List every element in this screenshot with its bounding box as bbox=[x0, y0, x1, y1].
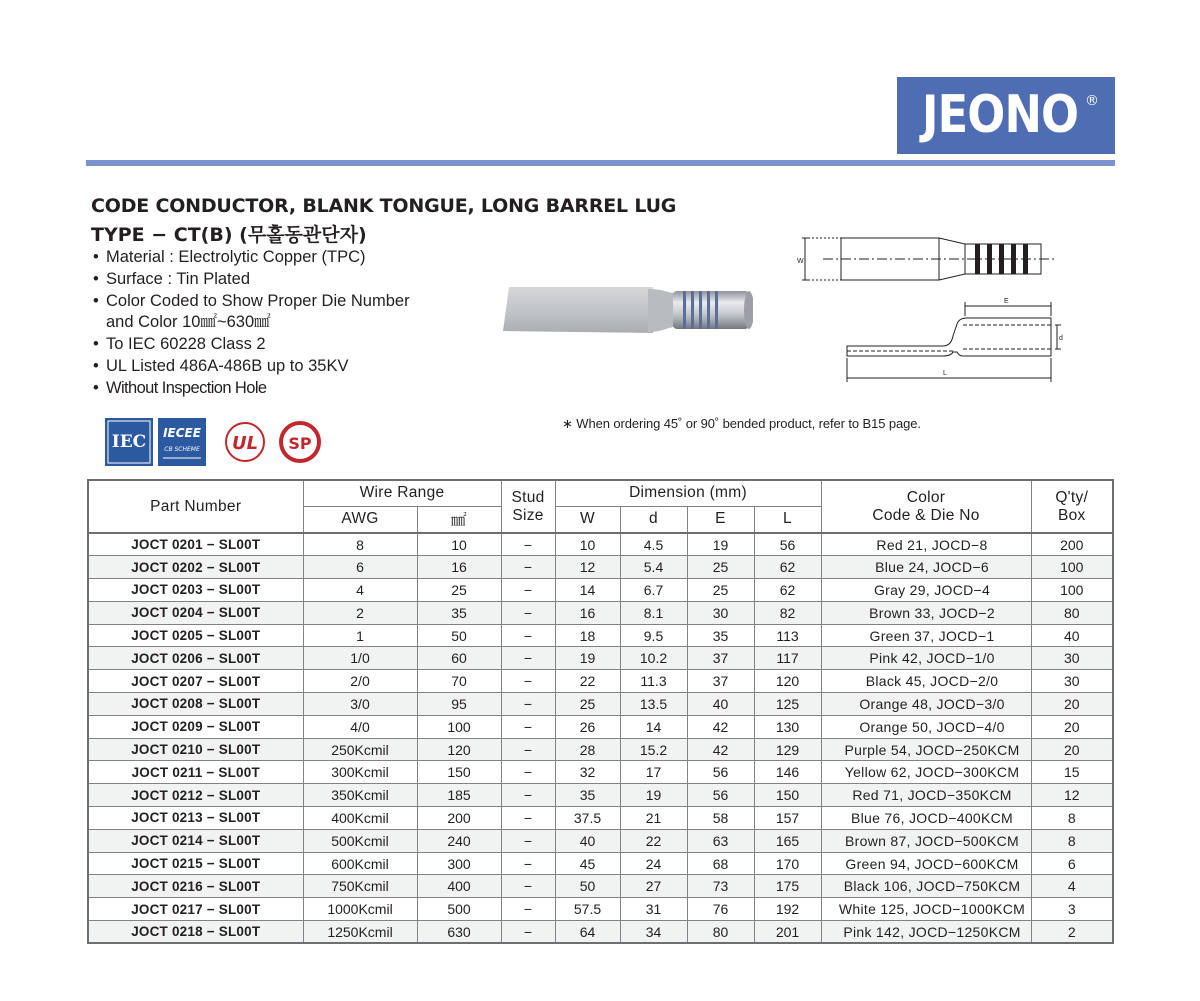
w-cell: 40 bbox=[555, 829, 620, 852]
e-cell: 42 bbox=[687, 715, 754, 738]
l-cell: 157 bbox=[754, 807, 821, 830]
mm2-cell: 25 bbox=[417, 579, 501, 602]
color-code-cell: Brown 33, JOCD−2 bbox=[821, 601, 1031, 624]
color-code-cell: Blue 76, JOCD−400KCM bbox=[821, 807, 1031, 830]
dim-label-d: d bbox=[1059, 335, 1063, 342]
csa-logo bbox=[281, 423, 319, 461]
table-row bbox=[88, 579, 1113, 602]
stud-cell: − bbox=[501, 647, 555, 670]
table-row bbox=[88, 715, 1113, 738]
qty-cell: 20 bbox=[1031, 715, 1113, 738]
qty-cell: 8 bbox=[1031, 807, 1113, 830]
part-number-cell: JOCT 0217 − SL00T bbox=[88, 898, 303, 921]
qty-cell: 6 bbox=[1031, 852, 1113, 875]
awg-cell: 2 bbox=[303, 601, 417, 624]
feature-item: • Surface : Tin Plated bbox=[93, 269, 493, 291]
awg-cell: 4/0 bbox=[303, 715, 417, 738]
awg-cell: 600Kcmil bbox=[303, 852, 417, 875]
d-cell: 27 bbox=[620, 875, 687, 898]
color-code-cell: Gray 29, JOCD−4 bbox=[821, 579, 1031, 602]
svg-text:IEC: IEC bbox=[111, 432, 147, 452]
mm2-cell: 240 bbox=[417, 829, 501, 852]
iecee-logo bbox=[158, 418, 206, 466]
mm2-cell: 50 bbox=[417, 624, 501, 647]
d-cell: 13.5 bbox=[620, 693, 687, 716]
ordering-note: ∗ When ordering 45˚ or 90˚ bended product, refer to B15 page. bbox=[562, 416, 921, 431]
l-cell: 150 bbox=[754, 784, 821, 807]
header-qty-box bbox=[1031, 480, 1113, 533]
awg-cell: 1/0 bbox=[303, 647, 417, 670]
brand-logo bbox=[897, 77, 1115, 154]
qty-cell: 40 bbox=[1031, 624, 1113, 647]
color-code-cell: Pink 42, JOCD−1/0 bbox=[821, 647, 1031, 670]
stud-cell: − bbox=[501, 601, 555, 624]
e-cell: 40 bbox=[687, 693, 754, 716]
e-cell: 76 bbox=[687, 898, 754, 921]
awg-cell: 750Kcmil bbox=[303, 875, 417, 898]
part-number-cell: JOCT 0214 − SL00T bbox=[88, 829, 303, 852]
stud-cell: − bbox=[501, 738, 555, 761]
stud-cell: − bbox=[501, 852, 555, 875]
mm2-cell: 400 bbox=[417, 875, 501, 898]
mm2-cell: 500 bbox=[417, 898, 501, 921]
d-cell: 31 bbox=[620, 898, 687, 921]
part-number-cell: JOCT 0210 − SL00T bbox=[88, 738, 303, 761]
awg-cell: 350Kcmil bbox=[303, 784, 417, 807]
drawing-color-bands bbox=[975, 244, 1028, 274]
w-cell: 18 bbox=[555, 624, 620, 647]
stud-cell: − bbox=[501, 875, 555, 898]
header-wire-range: Wire Range bbox=[303, 480, 501, 506]
qty-cell: 200 bbox=[1031, 533, 1113, 556]
stud-cell: − bbox=[501, 670, 555, 693]
d-cell: 24 bbox=[620, 852, 687, 875]
e-cell: 42 bbox=[687, 738, 754, 761]
w-cell: 64 bbox=[555, 921, 620, 944]
l-cell: 170 bbox=[754, 852, 821, 875]
e-cell: 63 bbox=[687, 829, 754, 852]
awg-cell: 300Kcmil bbox=[303, 761, 417, 784]
l-cell: 120 bbox=[754, 670, 821, 693]
table-row bbox=[88, 875, 1113, 898]
mm2-cell: 150 bbox=[417, 761, 501, 784]
color-code-cell: Red 71, JOCD−350KCM bbox=[821, 784, 1031, 807]
l-cell: 62 bbox=[754, 556, 821, 579]
spec-table-body bbox=[88, 533, 1113, 943]
color-code-cell: Yellow 62, JOCD−300KCM bbox=[821, 761, 1031, 784]
part-number-cell: JOCT 0209 − SL00T bbox=[88, 715, 303, 738]
mm2-cell: 120 bbox=[417, 738, 501, 761]
w-cell: 57.5 bbox=[555, 898, 620, 921]
qty-cell: 4 bbox=[1031, 875, 1113, 898]
registered-mark: ® bbox=[1085, 93, 1099, 109]
d-cell: 15.2 bbox=[620, 738, 687, 761]
table-row bbox=[88, 738, 1113, 761]
stud-cell: − bbox=[501, 898, 555, 921]
mm2-cell: 185 bbox=[417, 784, 501, 807]
w-cell: 10 bbox=[555, 533, 620, 556]
d-cell: 11.3 bbox=[620, 670, 687, 693]
w-cell: 12 bbox=[555, 556, 620, 579]
l-cell: 82 bbox=[754, 601, 821, 624]
mm2-cell: 100 bbox=[417, 715, 501, 738]
header-color-line2: Code & Die No bbox=[872, 506, 980, 524]
stud-cell: − bbox=[501, 715, 555, 738]
dim-label-e: E bbox=[1004, 298, 1009, 305]
header-color-code bbox=[821, 480, 1031, 533]
qty-cell: 80 bbox=[1031, 601, 1113, 624]
part-number-cell: JOCT 0202 − SL00T bbox=[88, 556, 303, 579]
color-code-cell: Black 45, JOCD−2/0 bbox=[821, 670, 1031, 693]
color-code-cell: Purple 54, JOCD−250KCM bbox=[821, 738, 1031, 761]
e-cell: 58 bbox=[687, 807, 754, 830]
part-number-cell: JOCT 0208 − SL00T bbox=[88, 693, 303, 716]
e-cell: 25 bbox=[687, 579, 754, 602]
w-cell: 45 bbox=[555, 852, 620, 875]
w-cell: 14 bbox=[555, 579, 620, 602]
l-cell: 165 bbox=[754, 829, 821, 852]
color-code-cell: Green 94, JOCD−600KCM bbox=[821, 852, 1031, 875]
feature-item: • Without Inspection Hole bbox=[93, 378, 493, 400]
stud-cell: − bbox=[501, 784, 555, 807]
d-cell: 6.7 bbox=[620, 579, 687, 602]
qty-cell: 20 bbox=[1031, 738, 1113, 761]
qty-cell: 8 bbox=[1031, 829, 1113, 852]
header-w: W bbox=[555, 506, 620, 533]
mm2-cell: 200 bbox=[417, 807, 501, 830]
d-cell: 21 bbox=[620, 807, 687, 830]
awg-cell: 4 bbox=[303, 579, 417, 602]
table-row bbox=[88, 533, 1113, 556]
table-row bbox=[88, 647, 1113, 670]
d-cell: 17 bbox=[620, 761, 687, 784]
d-cell: 9.5 bbox=[620, 624, 687, 647]
feature-item: • To IEC 60228 Class 2 bbox=[93, 334, 493, 356]
feature-list bbox=[93, 247, 493, 400]
mm2-cell: 16 bbox=[417, 556, 501, 579]
table-row bbox=[88, 852, 1113, 875]
qty-cell: 100 bbox=[1031, 556, 1113, 579]
table-row bbox=[88, 556, 1113, 579]
technical-drawing bbox=[793, 228, 1063, 388]
l-cell: 192 bbox=[754, 898, 821, 921]
awg-cell: 250Kcmil bbox=[303, 738, 417, 761]
header-d: d bbox=[620, 506, 687, 533]
ul-logo bbox=[226, 423, 264, 461]
qty-cell: 30 bbox=[1031, 670, 1113, 693]
table-row bbox=[88, 921, 1113, 944]
stud-cell: − bbox=[501, 921, 555, 944]
d-cell: 4.5 bbox=[620, 533, 687, 556]
svg-text:IECEE: IECEE bbox=[163, 426, 201, 440]
mm2-cell: 95 bbox=[417, 693, 501, 716]
awg-cell: 500Kcmil bbox=[303, 829, 417, 852]
mm2-cell: 35 bbox=[417, 601, 501, 624]
header-qty-line2: Box bbox=[1057, 506, 1086, 524]
header-mm2: ㎟ bbox=[417, 506, 501, 533]
w-cell: 35 bbox=[555, 784, 620, 807]
spec-table bbox=[87, 479, 1114, 944]
l-cell: 117 bbox=[754, 647, 821, 670]
stud-cell: − bbox=[501, 807, 555, 830]
color-code-cell: Brown 87, JOCD−500KCM bbox=[821, 829, 1031, 852]
w-cell: 28 bbox=[555, 738, 620, 761]
stud-cell: − bbox=[501, 693, 555, 716]
part-number-cell: JOCT 0204 − SL00T bbox=[88, 601, 303, 624]
awg-cell: 3/0 bbox=[303, 693, 417, 716]
mm2-cell: 10 bbox=[417, 533, 501, 556]
l-cell: 113 bbox=[754, 624, 821, 647]
header-stud-line2: Size bbox=[512, 506, 544, 524]
part-number-cell: JOCT 0211 − SL00T bbox=[88, 761, 303, 784]
stud-cell: − bbox=[501, 829, 555, 852]
e-cell: 37 bbox=[687, 647, 754, 670]
mm2-cell: 300 bbox=[417, 852, 501, 875]
w-cell: 26 bbox=[555, 715, 620, 738]
header-stud-line1: Stud bbox=[511, 488, 545, 506]
awg-cell: 8 bbox=[303, 533, 417, 556]
header-rule bbox=[86, 160, 1115, 166]
table-row bbox=[88, 784, 1113, 807]
table-row bbox=[88, 829, 1113, 852]
l-cell: 130 bbox=[754, 715, 821, 738]
d-cell: 34 bbox=[620, 921, 687, 944]
product-title: CODE CONDUCTOR, BLANK TONGUE, LONG BARREL LUG bbox=[91, 195, 677, 217]
stud-cell: − bbox=[501, 579, 555, 602]
awg-cell: 1 bbox=[303, 624, 417, 647]
d-cell: 5.4 bbox=[620, 556, 687, 579]
qty-cell: 20 bbox=[1031, 693, 1113, 716]
awg-cell: 400Kcmil bbox=[303, 807, 417, 830]
w-cell: 19 bbox=[555, 647, 620, 670]
e-cell: 56 bbox=[687, 761, 754, 784]
l-cell: 201 bbox=[754, 921, 821, 944]
header-awg: AWG bbox=[303, 506, 417, 533]
qty-cell: 12 bbox=[1031, 784, 1113, 807]
qty-cell: 3 bbox=[1031, 898, 1113, 921]
d-cell: 19 bbox=[620, 784, 687, 807]
table-row bbox=[88, 601, 1113, 624]
color-code-cell: Green 37, JOCD−1 bbox=[821, 624, 1031, 647]
product-type: TYPE − CT(B) (무홀동관단자) bbox=[91, 224, 367, 246]
brand-name: JEONO bbox=[921, 85, 1079, 145]
l-cell: 175 bbox=[754, 875, 821, 898]
e-cell: 19 bbox=[687, 533, 754, 556]
d-cell: 8.1 bbox=[620, 601, 687, 624]
header-part-number: Part Number bbox=[88, 480, 303, 533]
dim-label-l: L bbox=[943, 370, 947, 377]
e-cell: 35 bbox=[687, 624, 754, 647]
product-photo bbox=[503, 285, 753, 335]
part-number-cell: JOCT 0201 − SL00T bbox=[88, 533, 303, 556]
part-number-cell: JOCT 0206 − SL00T bbox=[88, 647, 303, 670]
feature-item: and Color 10㎟~630㎟ bbox=[106, 313, 271, 332]
table-row bbox=[88, 670, 1113, 693]
color-code-cell: Orange 48, JOCD−3/0 bbox=[821, 693, 1031, 716]
table-row bbox=[88, 624, 1113, 647]
color-code-cell: White 125, JOCD−1000KCM bbox=[821, 898, 1031, 921]
part-number-cell: JOCT 0215 − SL00T bbox=[88, 852, 303, 875]
header-l: L bbox=[754, 506, 821, 533]
stud-cell: − bbox=[501, 761, 555, 784]
certification-logos bbox=[105, 418, 335, 468]
part-number-cell: JOCT 0218 − SL00T bbox=[88, 921, 303, 944]
mm2-cell: 60 bbox=[417, 647, 501, 670]
feature-item: • Color Coded to Show Proper Die Number bbox=[93, 291, 493, 313]
qty-cell: 30 bbox=[1031, 647, 1113, 670]
color-code-cell: Pink 142, JOCD−1250KCM bbox=[821, 921, 1031, 944]
l-cell: 56 bbox=[754, 533, 821, 556]
header-stud-size bbox=[501, 480, 555, 533]
table-row bbox=[88, 693, 1113, 716]
feature-item: • UL Listed 486A-486B up to 35KV bbox=[93, 356, 493, 378]
part-number-cell: JOCT 0213 − SL00T bbox=[88, 807, 303, 830]
e-cell: 25 bbox=[687, 556, 754, 579]
awg-cell: 1250Kcmil bbox=[303, 921, 417, 944]
w-cell: 32 bbox=[555, 761, 620, 784]
qty-cell: 100 bbox=[1031, 579, 1113, 602]
color-code-cell: Orange 50, JOCD−4/0 bbox=[821, 715, 1031, 738]
part-number-cell: JOCT 0203 − SL00T bbox=[88, 579, 303, 602]
part-number-cell: JOCT 0207 − SL00T bbox=[88, 670, 303, 693]
qty-cell: 15 bbox=[1031, 761, 1113, 784]
w-cell: 50 bbox=[555, 875, 620, 898]
l-cell: 125 bbox=[754, 693, 821, 716]
mm2-cell: 70 bbox=[417, 670, 501, 693]
w-cell: 16 bbox=[555, 601, 620, 624]
table-row bbox=[88, 898, 1113, 921]
svg-text:SP: SP bbox=[288, 434, 312, 453]
mm2-cell: 630 bbox=[417, 921, 501, 944]
header-dimension: Dimension (mm) bbox=[555, 480, 821, 506]
e-cell: 37 bbox=[687, 670, 754, 693]
d-cell: 22 bbox=[620, 829, 687, 852]
d-cell: 10.2 bbox=[620, 647, 687, 670]
stud-cell: − bbox=[501, 624, 555, 647]
part-number-cell: JOCT 0212 − SL00T bbox=[88, 784, 303, 807]
table-row bbox=[88, 761, 1113, 784]
feature-item: • Material : Electrolytic Copper (TPC) bbox=[93, 247, 493, 269]
svg-text:CB SCHEME: CB SCHEME bbox=[164, 446, 200, 453]
color-code-cell: Red 21, JOCD−8 bbox=[821, 533, 1031, 556]
awg-cell: 6 bbox=[303, 556, 417, 579]
l-cell: 62 bbox=[754, 579, 821, 602]
color-code-cell: Blue 24, JOCD−6 bbox=[821, 556, 1031, 579]
e-cell: 73 bbox=[687, 875, 754, 898]
color-code-cell: Black 106, JOCD−750KCM bbox=[821, 875, 1031, 898]
header-color-line1: Color bbox=[906, 488, 946, 506]
e-cell: 56 bbox=[687, 784, 754, 807]
awg-cell: 1000Kcmil bbox=[303, 898, 417, 921]
l-cell: 129 bbox=[754, 738, 821, 761]
d-cell: 14 bbox=[620, 715, 687, 738]
header-e: E bbox=[687, 506, 754, 533]
w-cell: 37.5 bbox=[555, 807, 620, 830]
part-number-cell: JOCT 0205 − SL00T bbox=[88, 624, 303, 647]
svg-text:UL: UL bbox=[231, 433, 259, 454]
stud-cell: − bbox=[501, 556, 555, 579]
iec-logo bbox=[105, 418, 153, 466]
e-cell: 30 bbox=[687, 601, 754, 624]
w-cell: 22 bbox=[555, 670, 620, 693]
part-number-cell: JOCT 0216 − SL00T bbox=[88, 875, 303, 898]
stud-cell: − bbox=[501, 533, 555, 556]
e-cell: 80 bbox=[687, 921, 754, 944]
dim-label-w: W bbox=[797, 258, 804, 265]
header-qty-line1: Q'ty/ bbox=[1055, 488, 1089, 506]
e-cell: 68 bbox=[687, 852, 754, 875]
awg-cell: 2/0 bbox=[303, 670, 417, 693]
w-cell: 25 bbox=[555, 693, 620, 716]
l-cell: 146 bbox=[754, 761, 821, 784]
qty-cell: 2 bbox=[1031, 921, 1113, 944]
table-row bbox=[88, 807, 1113, 830]
